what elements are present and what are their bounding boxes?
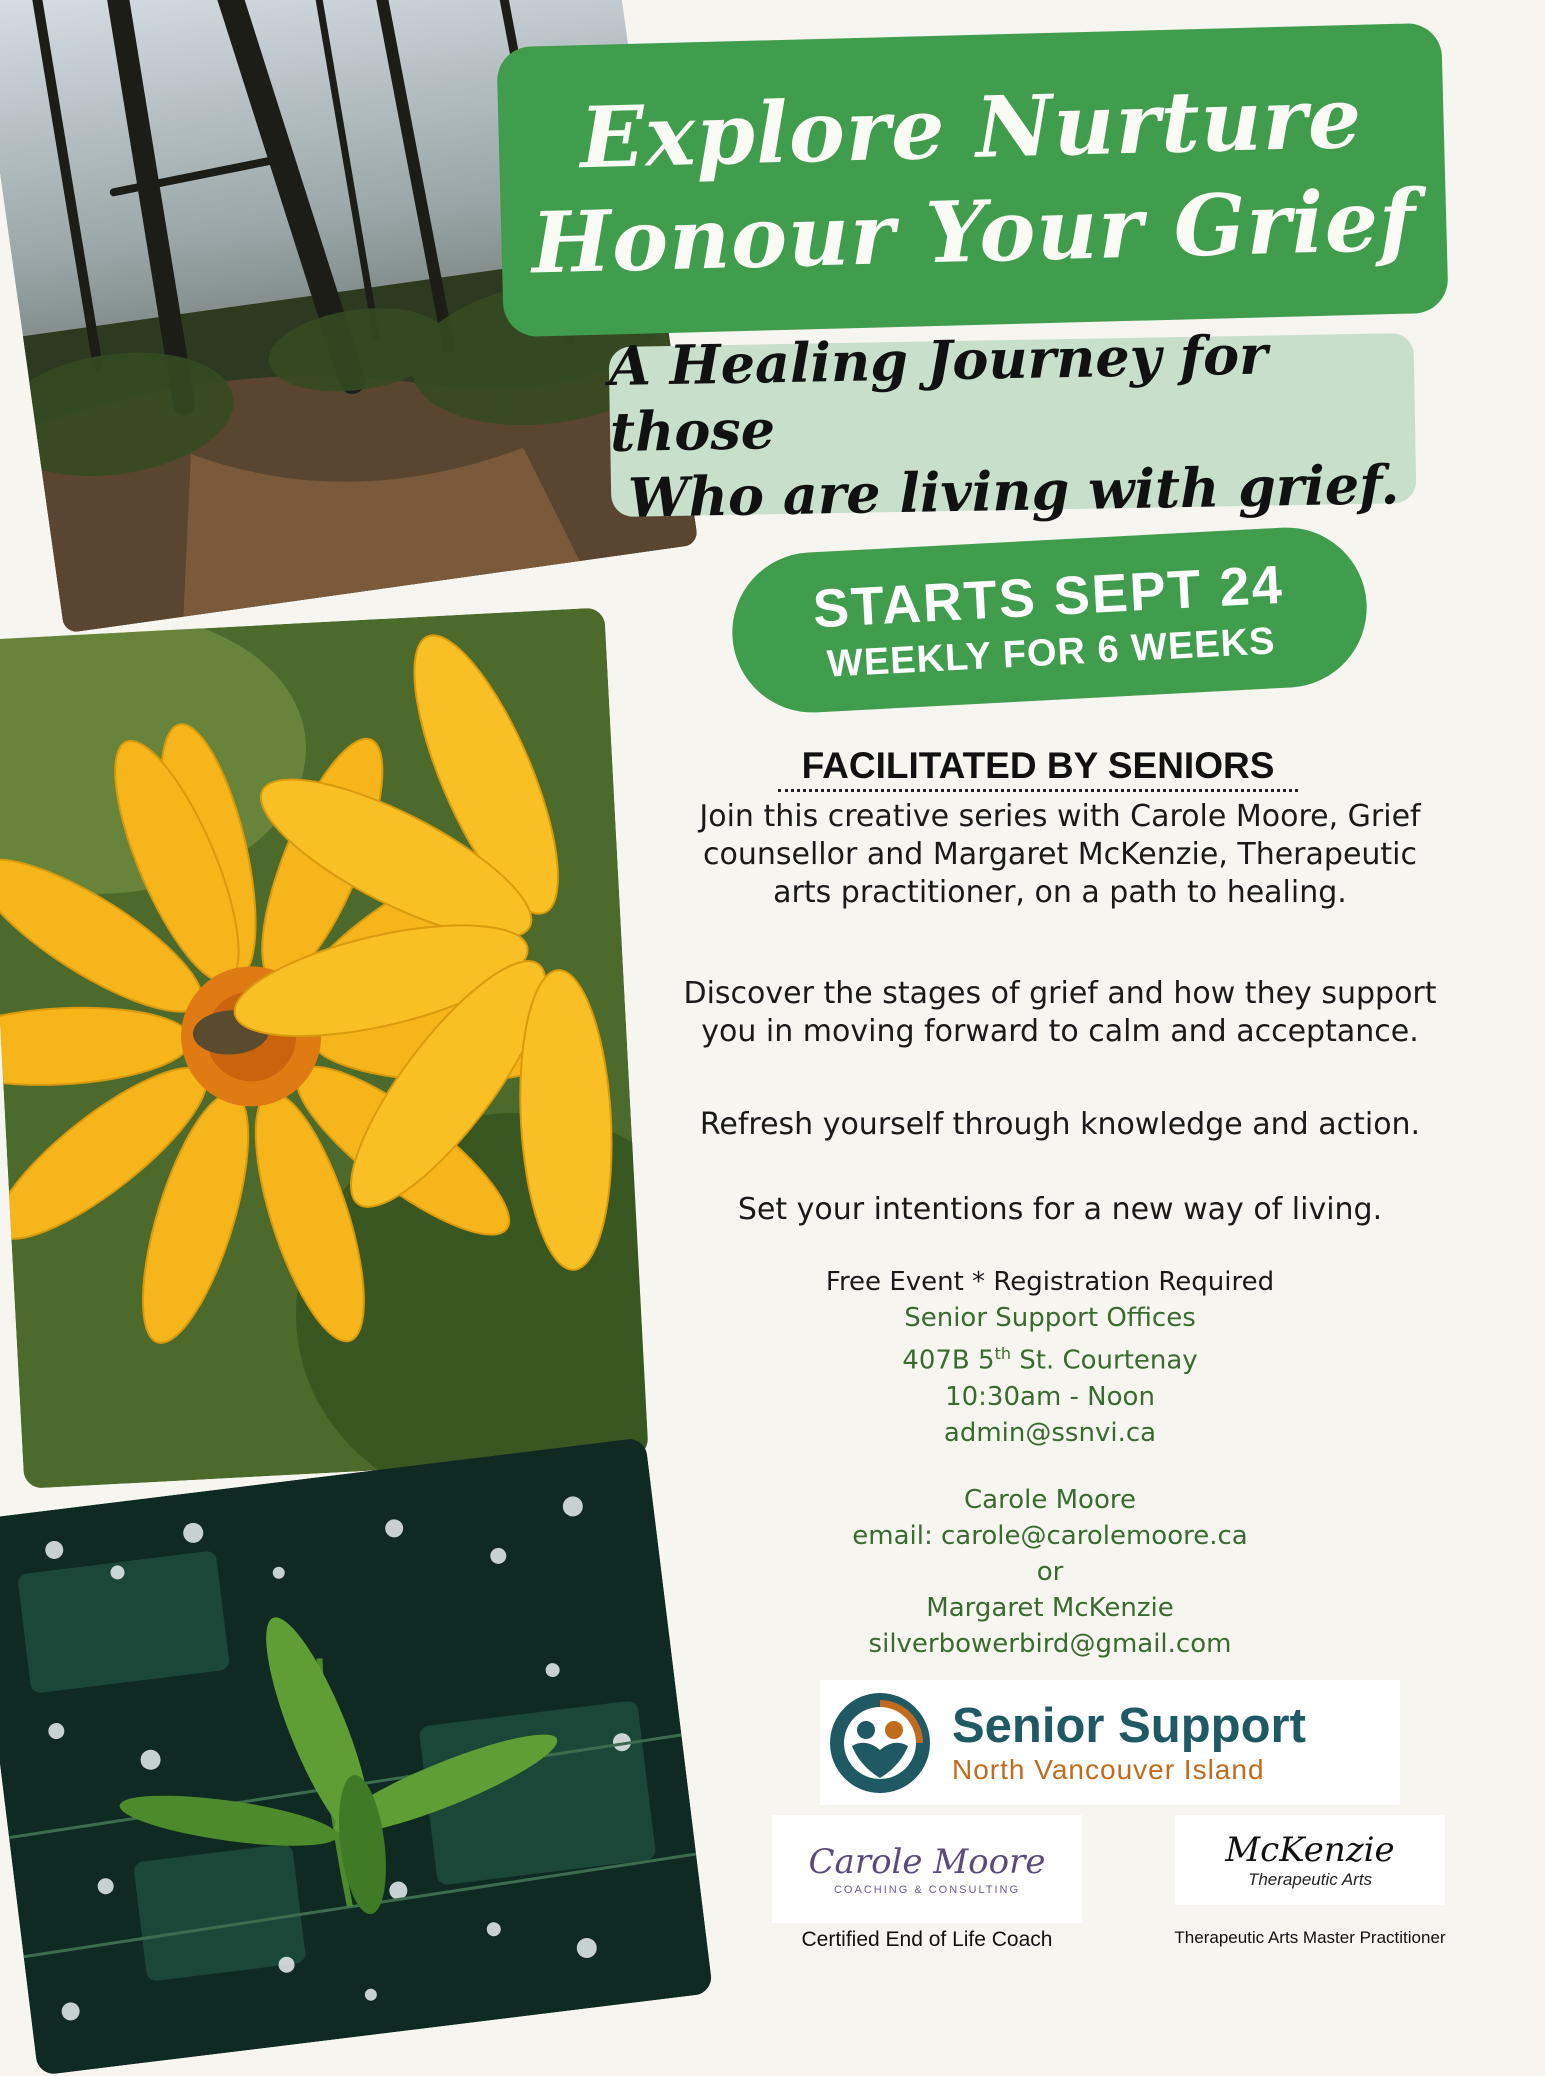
contact-email-2[interactable]: silverbowerbird@gmail.com	[868, 1629, 1232, 1659]
start-date: STARTS SEPT 24	[811, 554, 1286, 639]
event-location: Senior Support Offices	[904, 1303, 1196, 1333]
description-paragraph-2	[630, 975, 1490, 1051]
description-paragraph-3: Refresh yourself through knowledge and action.	[699, 1107, 1421, 1142]
title-line-1: Explore Nurture	[578, 67, 1364, 188]
contact-name-1: Carole Moore	[964, 1485, 1136, 1515]
senior-support-title: Senior Support	[952, 1698, 1306, 1753]
free-event-note: Free Event * Registration Required	[825, 1267, 1275, 1297]
carole-moore-logo	[772, 1815, 1082, 1923]
contact-name-2: Margaret McKenzie	[926, 1593, 1174, 1623]
description-line: Join this creative series with Carole Moore, Grief	[699, 799, 1421, 834]
circuit-sprout-photo	[0, 1437, 713, 2076]
mck-logo-name: McKenzie	[1225, 1830, 1395, 1870]
subtitle-line-1: A Healing Journey for those	[608, 322, 1269, 465]
senior-support-logo	[820, 1680, 1400, 1805]
schedule-frequency: WEEKLY FOR 6 WEEKS	[826, 619, 1277, 686]
sunflower-photo	[0, 607, 649, 1489]
contact-or: or	[1036, 1557, 1064, 1587]
description-paragraph-4: Set your intentions for a new way of living.	[737, 1192, 1383, 1227]
event-time: 10:30am - Noon	[945, 1381, 1155, 1412]
description-line: counsellor and Margaret McKenzie, Therapeutic	[702, 837, 1418, 872]
mckenzie-caption: Therapeutic Arts Master Practitioner	[1174, 1928, 1446, 1947]
mck-logo-sub: Therapeutic Arts	[1247, 1870, 1373, 1889]
subtitle-line-2: Who are living with grief.	[627, 452, 1400, 530]
description-line: Discover the stages of grief and how they support	[683, 976, 1437, 1011]
heart-people-icon	[820, 1688, 940, 1798]
description-line: you in moving forward to calm and acceptance.	[701, 1014, 1419, 1049]
event-address: 407B 5th St. Courtenay	[902, 1344, 1198, 1376]
subtitle-banner	[608, 322, 1417, 530]
senior-support-subtitle: North Vancouver Island	[952, 1753, 1265, 1785]
event-email-link[interactable]: admin@ssnvi.ca	[943, 1417, 1157, 1448]
description-line: arts practitioner, on a path to healing.	[773, 875, 1347, 910]
description-paragraph-1	[630, 798, 1490, 912]
title-line-2: Honour Your Grief	[530, 170, 1418, 293]
contact-email-1[interactable]: email: carole@carolemoore.ca	[852, 1521, 1248, 1551]
event-info	[700, 1264, 1400, 1451]
contact-info	[700, 1482, 1400, 1662]
mckenzie-logo	[1175, 1815, 1445, 1905]
carole-caption: Certified End of Life Coach	[801, 1928, 1053, 1951]
title-banner	[496, 23, 1448, 338]
facilitated-heading: FACILITATED BY SENIORS	[778, 745, 1298, 792]
carole-logo-name: Carole Moore	[808, 1842, 1046, 1882]
start-date-badge	[728, 523, 1371, 716]
carole-logo-sub: COACHING & CONSULTING	[833, 1884, 1021, 1896]
